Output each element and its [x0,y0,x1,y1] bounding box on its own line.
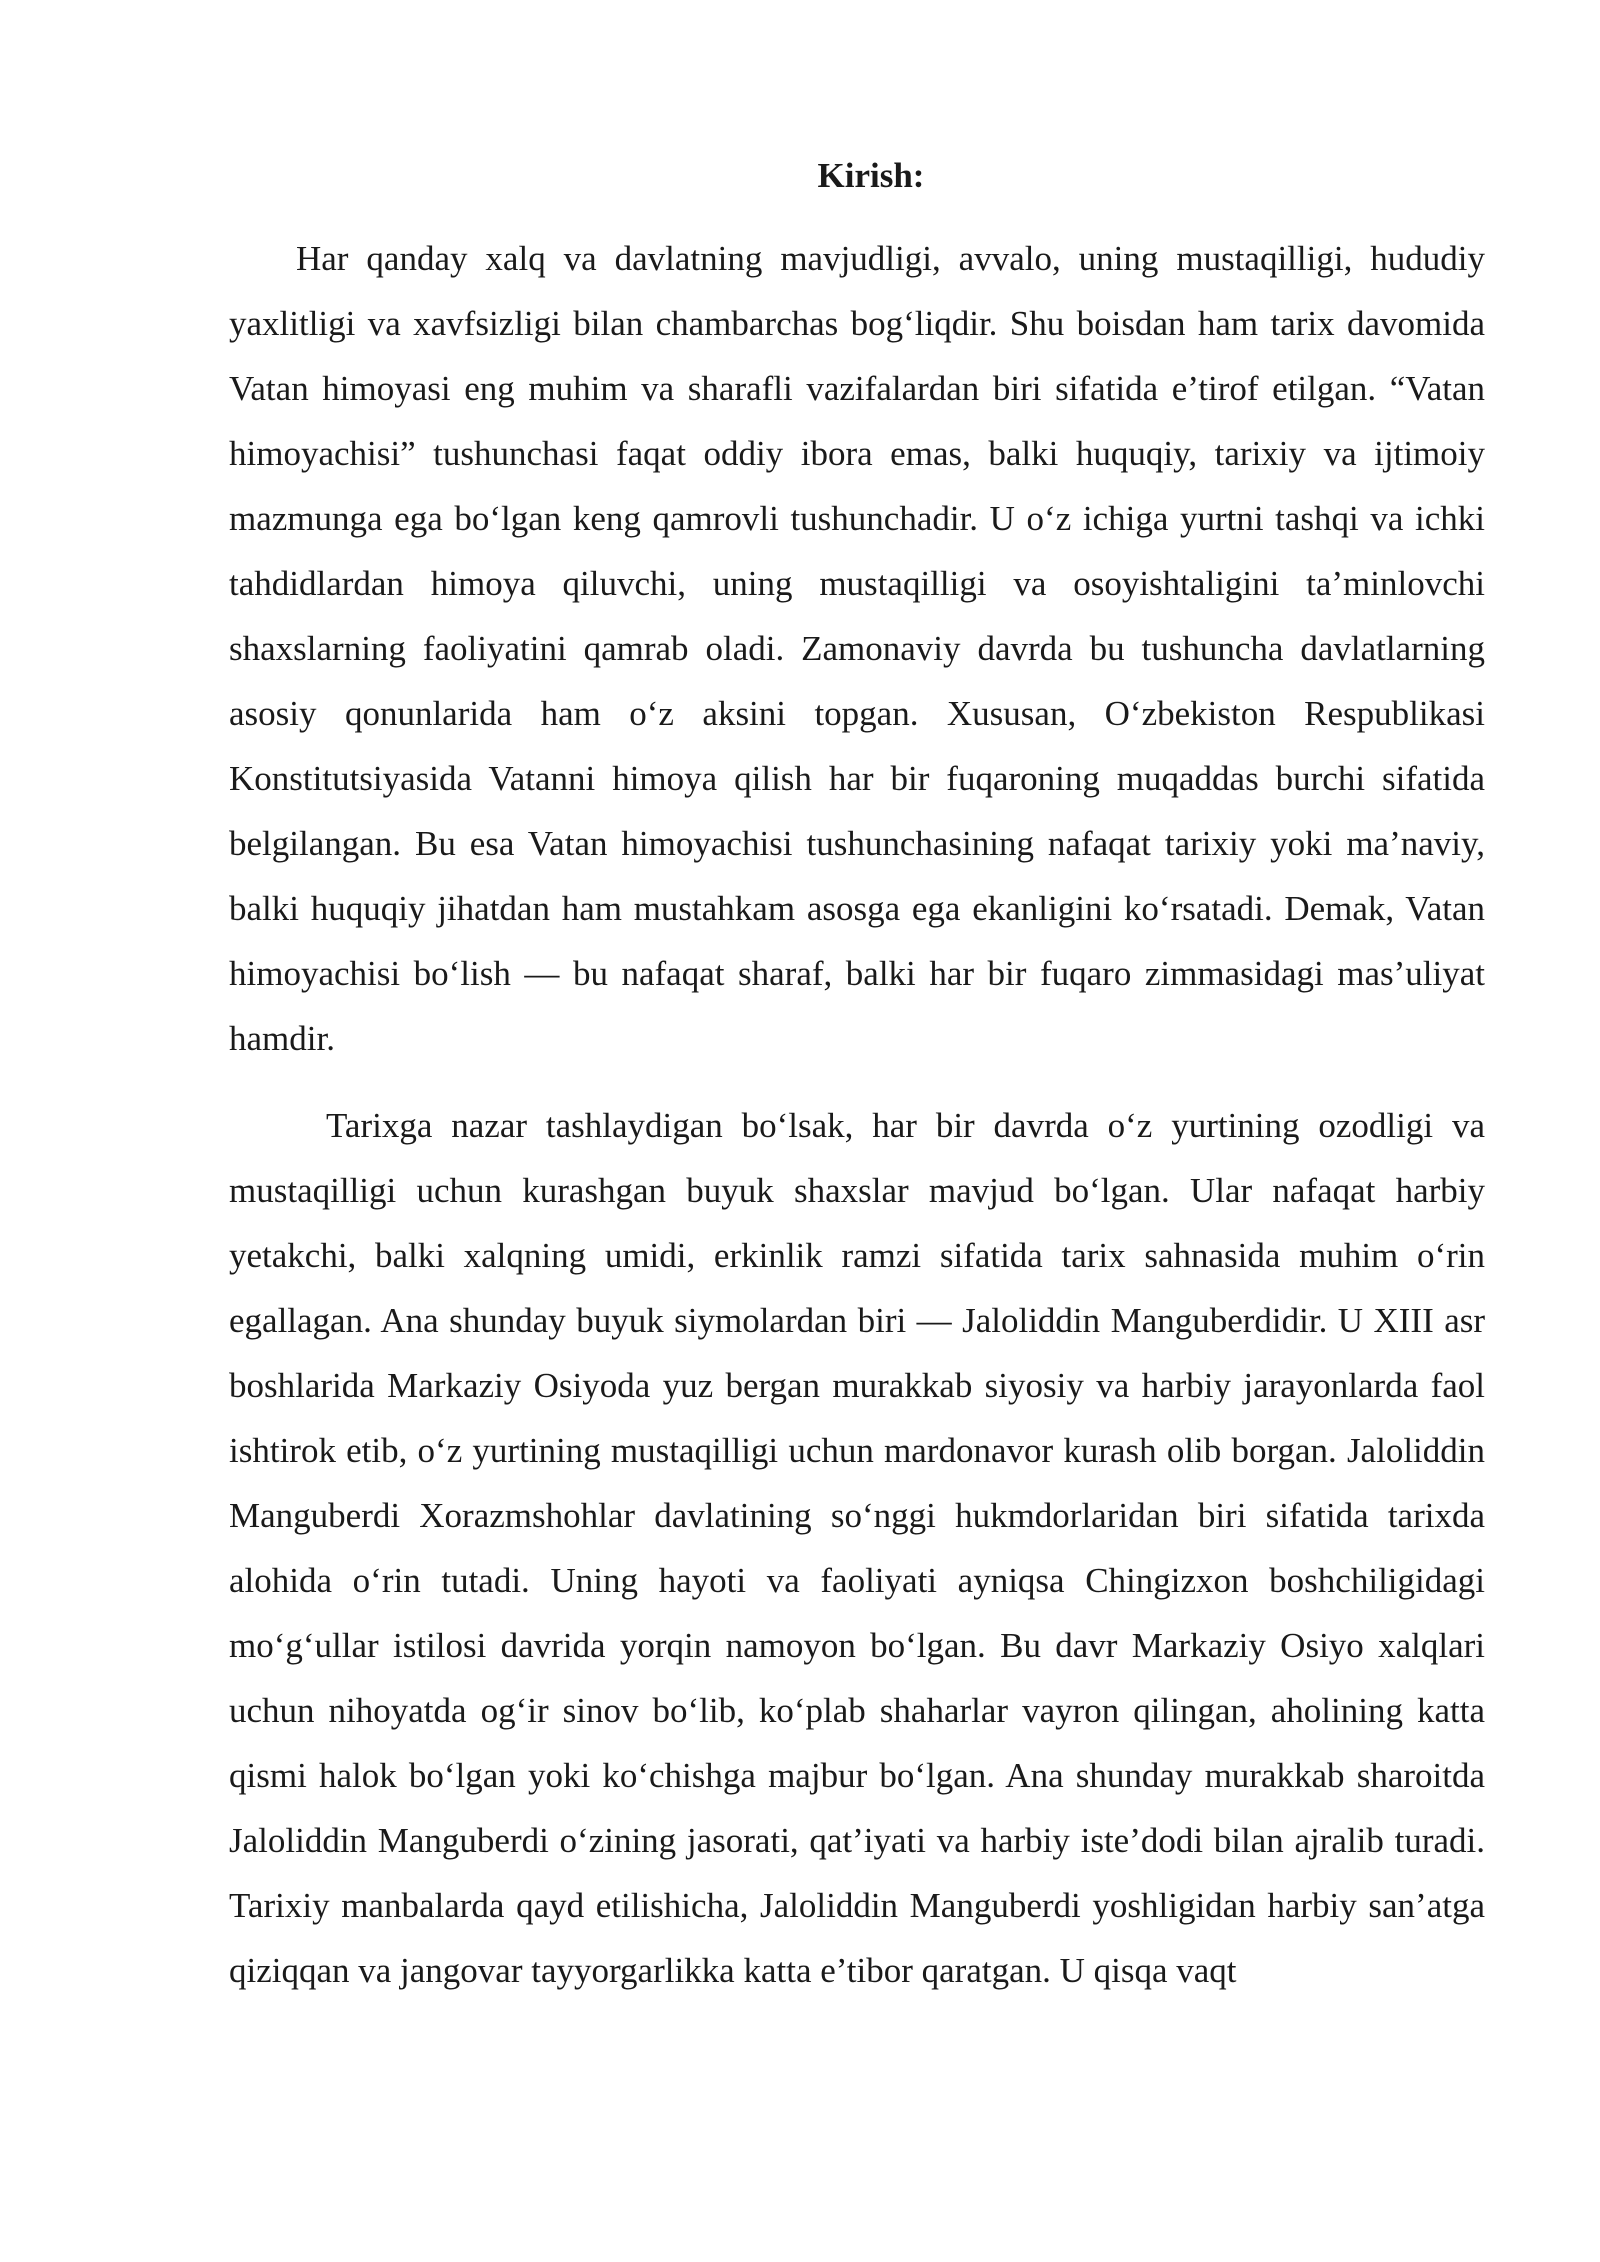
page-content [229,148,1485,2003]
paragraph-1: Har qanday xalq va davlatning mavjudligi, avvalo, uning mustaqilligi, hududiy yaxlitligi va xavfsizligi bilan chambarchas bog‘liqdir. Shu boisdan ham tarix davomida Vatan himoyasi eng muhim va sharafli vazifalardan biri sifatida e’tirof etilgan. “Vatan himoyachisi” tushunchasi faqat oddiy ibora emas, balki huquqiy, tarixiy va ijtimoiy mazmunga ega bo‘lgan keng qamrovli tushunchadir. U o‘z ichiga yurtni tashqi va ichki tahdidlardan himoya qiluvchi, uning mustaqilligi va osoyishtaligini ta’minlovchi shaxslarning faoliyatini qamrab oladi. Zamonaviy davrda bu tushuncha davlatlarning asosiy qonunlarida ham o‘z aksini topgan. Xususan, O‘zbekiston Respublikasi Konstitutsiyasida Vatanni himoya qilish har bir fuqaroning muqaddas burchi sifatida belgilangan. Bu esa Vatan himoyachisi tushunchasining nafaqat tarixiy yoki ma’naviy, balki huquqiy jihatdan ham mustahkam asosga ega ekanligini ko‘rsatadi. Demak, Vatan himoyachisi bo‘lish — bu nafaqat sharaf, balki har bir fuqaro zimmasidagi mas’uliyat hamdir. [229,239,1485,1058]
paragraph-2: Tarixga nazar tashlaydigan bo‘lsak, har bir davrda o‘z yurtining ozodligi va mustaqilligi uchun kurashgan buyuk shaxslar mavjud bo‘lgan. Ular nafaqat harbiy yetakchi, balki xalqning umidi, erkinlik ramzi sifatida tarix sahnasida muhim o‘rin egallagan. Ana shunday buyuk siymolardan biri — Jaloliddin Manguberdidir. U XIII asr boshlarida Markaziy Osiyoda yuz bergan murakkab siyosiy va harbiy jarayonlarda faol ishtirok etib, o‘z yurtining mustaqilligi uchun mardonavor kurash olib borgan. Jaloliddin Manguberdi Xorazmshohlar davlatining so‘nggi hukmdorlaridan biri sifatida tarixda alohida o‘rin tutadi. Uning hayoti va faoliyati ayniqsa Chingizxon boshchiligidagi mo‘g‘ullar istilosi davrida yorqin namoyon bo‘lgan. Bu davr Markaziy Osiyo xalqlari uchun nihoyatda og‘ir sinov bo‘lib, ko‘plab shaharlar vayron qilingan, aholining katta qismi halok bo‘lgan yoki ko‘chishga majbur bo‘lgan. Ana shunday murakkab sharoitda Jaloliddin Manguberdi o‘zining jasorati, qat’iyati va harbiy iste’dodi bilan ajralib turadi. Tarixiy manbalarda qayd etilishicha, Jaloliddin Manguberdi yoshligidan harbiy san’atga qiziqqan va jangovar tayyorgarlikka katta e’tibor qaratgan. U qisqa vaqt [229,1106,1485,1990]
section-heading: Kirish: [817,156,925,195]
